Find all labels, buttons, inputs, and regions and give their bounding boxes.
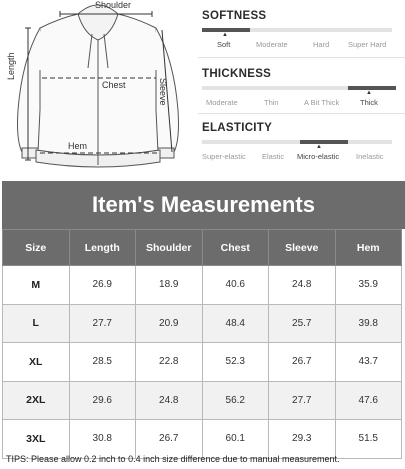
elasticity-option: Micro-elastic	[297, 152, 340, 161]
fabric-properties-panel	[198, 0, 405, 172]
hem-label: Hem	[68, 141, 88, 151]
header-size: Size	[3, 230, 70, 266]
elasticity-marker-icon: ▲	[316, 144, 322, 150]
tips-note: TIPS: Please allow 0.2 inch to 0.4 inch size difference due to manual measurement.	[6, 454, 340, 464]
chest-cell: 56.2	[202, 381, 269, 420]
softness-title: SOFTNESS	[202, 10, 267, 22]
shoulder-cell: 20.9	[136, 304, 203, 343]
header-sleeve: Sleeve	[269, 230, 336, 266]
shoulder-cell: 26.7	[136, 420, 203, 459]
elasticity-title: ELASTICITY	[202, 122, 273, 134]
length-label: Length	[6, 52, 16, 80]
thickness-option: A Bit Thick	[304, 98, 340, 107]
chest-cell: 48.4	[202, 304, 269, 343]
header-length: Length	[69, 230, 136, 266]
sleeve-cell: 26.7	[269, 343, 336, 382]
hem-cell: 47.6	[335, 381, 402, 420]
softness-option: Hard	[313, 40, 330, 49]
sleeve-cell: 27.7	[269, 381, 336, 420]
table-row	[3, 420, 402, 459]
sleeve-cell: 25.7	[269, 304, 336, 343]
softness-options	[198, 40, 398, 52]
hoodie-size-diagram	[0, 0, 190, 178]
chest-label: Chest	[102, 80, 126, 90]
table-row	[3, 381, 402, 420]
sleeve-label: Sleeve	[158, 78, 168, 106]
elasticity-bar	[202, 140, 392, 144]
softness-option: Super Hard	[348, 40, 387, 49]
length-cell: 30.8	[69, 420, 136, 459]
thickness-title: THICKNESS	[202, 68, 272, 80]
table-row	[3, 343, 402, 382]
thickness-option: Thin	[264, 98, 279, 107]
divider	[198, 113, 405, 114]
elasticity-option: Elastic	[262, 152, 285, 161]
thickness-fill	[348, 86, 396, 90]
header-chest: Chest	[202, 230, 269, 266]
length-cell: 28.5	[69, 343, 136, 382]
hem-cell: 51.5	[335, 420, 402, 459]
hem-cell: 39.8	[335, 304, 402, 343]
hem-cell: 43.7	[335, 343, 402, 382]
shoulder-cell: 18.9	[136, 266, 203, 305]
table-header-row	[3, 230, 402, 266]
elasticity-fill	[300, 140, 348, 144]
header-hem: Hem	[335, 230, 402, 266]
thickness-option: Thick	[360, 98, 378, 107]
size-cell: 2XL	[3, 381, 70, 420]
softness-option: Moderate	[256, 40, 288, 49]
elasticity-options	[198, 152, 398, 164]
thickness-marker-icon: ▲	[366, 90, 372, 96]
chest-cell: 52.3	[202, 343, 269, 382]
thickness-option: Moderate	[206, 98, 238, 107]
header-shoulder: Shoulder	[136, 230, 203, 266]
size-cell: M	[3, 266, 70, 305]
hem-cell: 35.9	[335, 266, 402, 305]
divider	[198, 57, 405, 58]
measurements-table	[2, 229, 402, 459]
measurements-table-section	[2, 181, 405, 459]
size-cell: 3XL	[3, 420, 70, 459]
size-cell: L	[3, 304, 70, 343]
length-cell: 26.9	[69, 266, 136, 305]
elasticity-option: Super-elastic	[202, 152, 246, 161]
shoulder-cell: 22.8	[136, 343, 203, 382]
size-cell: XL	[3, 343, 70, 382]
table-row	[3, 266, 402, 305]
softness-bar	[202, 28, 392, 32]
shoulder-label: Shoulder	[95, 0, 132, 10]
thickness-bar	[202, 86, 392, 90]
softness-marker-icon: ▲	[222, 32, 228, 38]
chest-cell: 60.1	[202, 420, 269, 459]
chest-cell: 40.6	[202, 266, 269, 305]
table-title: Item's Measurements	[2, 181, 405, 229]
thickness-options	[198, 98, 398, 110]
softness-option: Soft	[217, 40, 231, 49]
length-cell: 27.7	[69, 304, 136, 343]
sleeve-cell: 24.8	[269, 266, 336, 305]
sleeve-cell: 29.3	[269, 420, 336, 459]
shoulder-cell: 24.8	[136, 381, 203, 420]
length-cell: 29.6	[69, 381, 136, 420]
elasticity-option: Inelastic	[356, 152, 384, 161]
table-row	[3, 304, 402, 343]
